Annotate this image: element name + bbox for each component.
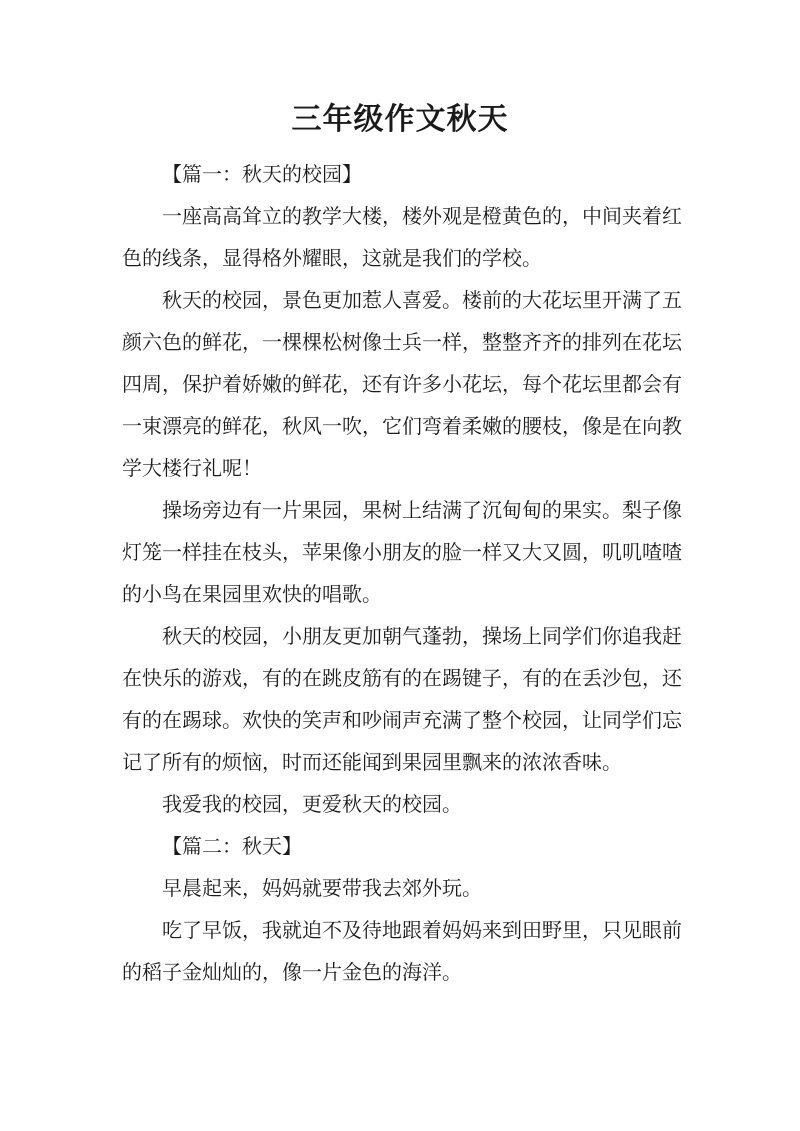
paragraph: 一座高高耸立的教学大楼，楼外观是橙黄色的，中间夹着红色的线条，显得格外耀眼，这就是我们的学校。 [122, 204, 682, 270]
paragraph: 早晨起来，妈妈就要带我去郊外玩。 [162, 876, 482, 900]
paragraph: 秋天的校园，景色更加惹人喜爱。楼前的大花坛里开满了五颜六色的鲜花，一棵棵松树像士兵一样，整整齐齐的排列在花坛四周，保护着娇嫩的鲜花，还有许多小花坛，每个花坛里都会有一束漂亮的鲜花，秋风一吹，它们弯着柔嫩的腰枝，像是在向教学大楼行礼呢！ [122, 288, 682, 480]
paragraph: 秋天的校园，小朋友更加朝气蓬勃，操场上同学们你追我赶在快乐的游戏，有的在跳皮筋有的在踢键子，有的在丢沙包，还有的在踢球。欢快的笑声和吵闹声充满了整个校园，让同学们忘记了所有的烦恼，时而还能闻到果园里飘来的浓浓香味。 [122, 624, 682, 774]
paragraph: 操场旁边有一片果园，果树上结满了沉甸甸的果实。梨子像灯笼一样挂在枝头，苹果像小朋友的脸一样又大又圆，叽叽喳喳的小鸟在果园里欢快的唱歌。 [122, 498, 682, 606]
section-heading-2: 【篇二：秋天】 [162, 834, 302, 858]
document-body [122, 153, 682, 993]
paragraph: 吃了早饭，我就迫不及待地跟着妈妈来到田野里，只见眼前的稻子金灿灿的，像一片金色的海洋。 [122, 918, 682, 984]
section-heading-1: 【篇一：秋天的校园】 [162, 162, 362, 186]
document-title: 三年级作文秋天 [291, 102, 509, 137]
paragraph: 我爱我的校园，更爱秋天的校园。 [162, 792, 462, 816]
